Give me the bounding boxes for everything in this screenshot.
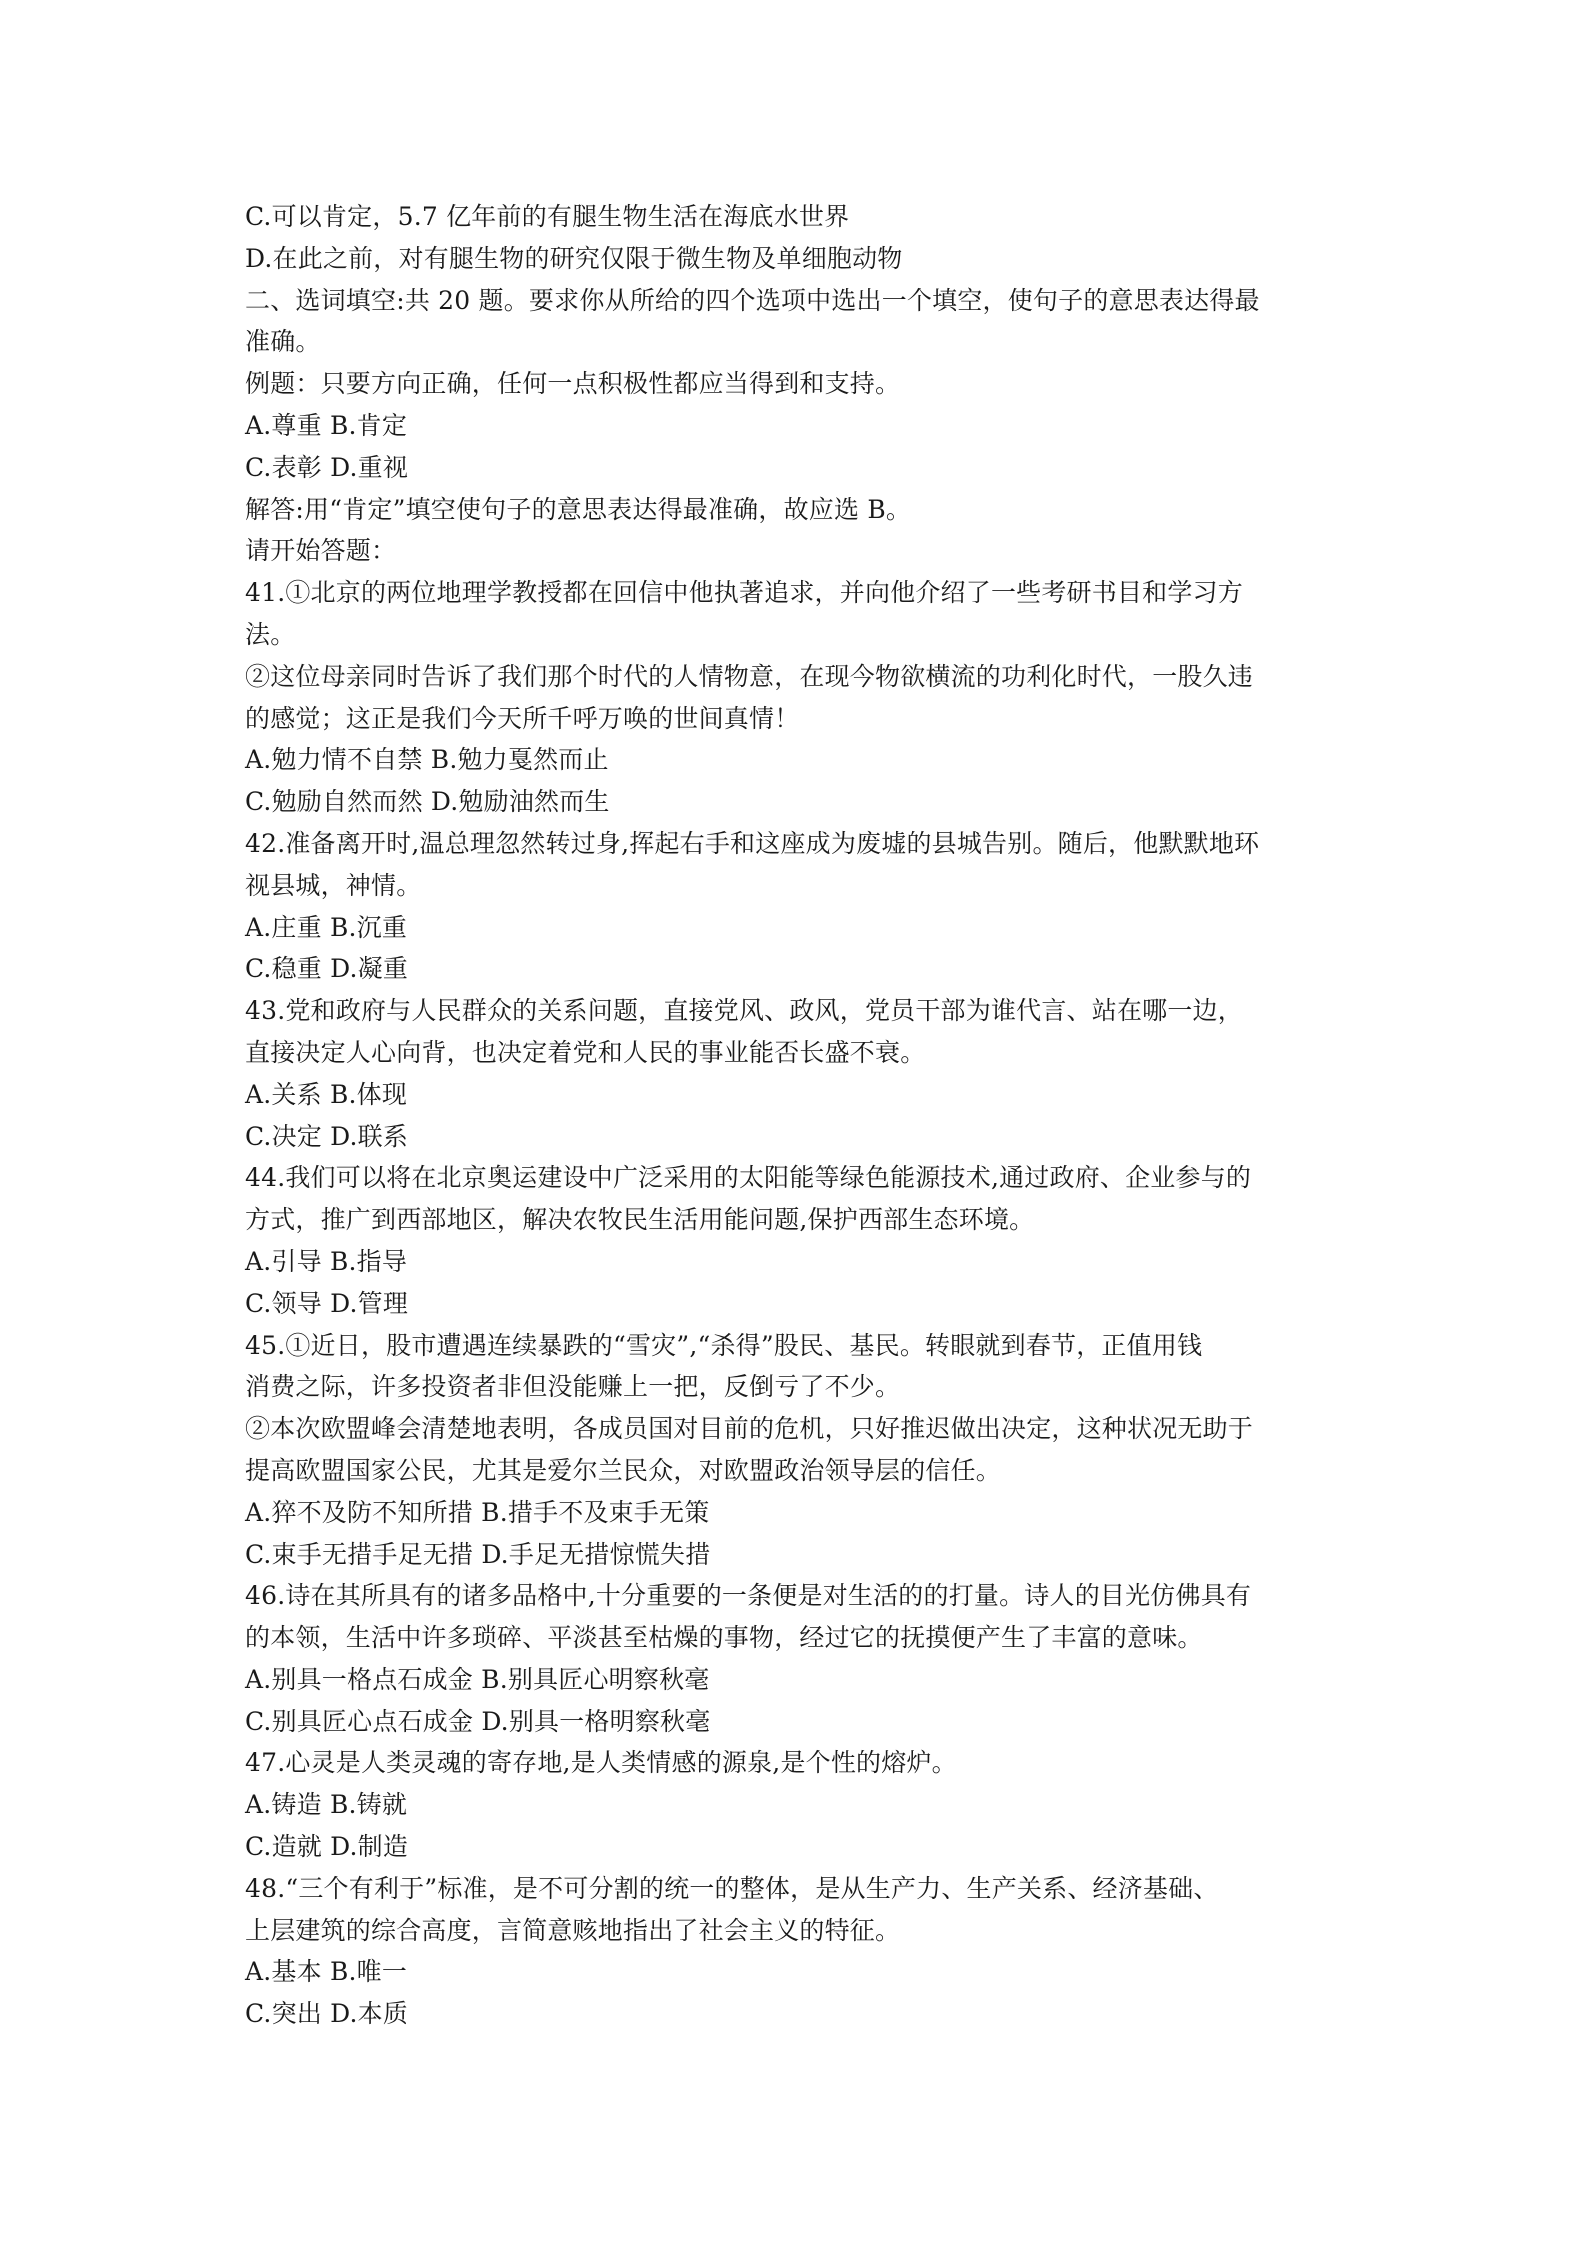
text-line: A.引导 B.指导 <box>245 1246 408 1276</box>
text-line: A.尊重 B.肯定 <box>245 410 408 440</box>
text-line: A.关系 B.体现 <box>245 1079 408 1109</box>
text-line: 42.准备离开时,温总理忽然转过身,挥起右手和这座成为废墟的县城告别。随后，他默默地环 <box>245 828 1260 858</box>
text-line: 48.“三个有利于”标准，是不可分割的统一的整体，是从生产力、生产关系、经济基础、 <box>245 1873 1219 1903</box>
text-line: 解答:用“肯定”填空使句子的意思表达得最准确，故应选 B。 <box>245 494 912 524</box>
text-line: A.勉力情不自禁 B.勉力戛然而止 <box>245 745 609 775</box>
text-line: C.表彰 D.重视 <box>245 452 409 482</box>
text-line: C.勉励自然而然 D.勉励油然而生 <box>245 787 610 817</box>
text-line: 44.我们可以将在北京奥运建设中广泛采用的太阳能等绿色能源技术,通过政府、企业参与的 <box>245 1163 1252 1193</box>
text-line: 41.①北京的两位地理学教授都在回信中他执著追求，并向他介绍了一些考研书目和学习方 <box>245 578 1243 608</box>
document-body <box>245 196 1364 2035</box>
text-line: C.突出 D.本质 <box>245 1999 409 2029</box>
text-line: 法。 <box>245 619 296 649</box>
text-line: D.在此之前，对有腿生物的研究仅限于微生物及单细胞动物 <box>245 243 903 273</box>
text-line: 47.心灵是人类灵魂的寄存地,是人类情感的源泉,是个性的熔炉。 <box>245 1748 957 1778</box>
text-line: A.别具一格点石成金 B.别具匠心明察秋毫 <box>245 1664 710 1694</box>
text-line: A.庄重 B.沉重 <box>245 912 408 942</box>
text-line: 方式，推广到西部地区，解决农牧民生活用能问题,保护西部生态环境。 <box>245 1205 1035 1235</box>
text-line: C.决定 D.联系 <box>245 1121 409 1151</box>
text-line: A.猝不及防不知所措 B.措手不及束手无策 <box>245 1497 710 1527</box>
text-line: 直接决定人心向背，也决定着党和人民的事业能否长盛不衰。 <box>245 1037 926 1067</box>
text-line: ②本次欧盟峰会清楚地表明，各成员国对目前的危机，只好推迟做出决定，这种状况无助于 <box>245 1414 1254 1444</box>
text-line: A.基本 B.唯一 <box>245 1957 408 1987</box>
text-line: C.领导 D.管理 <box>245 1288 409 1318</box>
text-line: 46.诗在其所具有的诸多品格中,十分重要的一条便是对生活的的打量。诗人的目光仿佛具有 <box>245 1581 1252 1611</box>
text-line: 准确。 <box>245 327 321 357</box>
text-line: A.铸造 B.铸就 <box>245 1790 408 1820</box>
text-line: 的本领，生活中许多琐碎、平淡甚至枯燥的事物，经过它的抚摸便产生了丰富的意味。 <box>245 1623 1203 1653</box>
text-line: C.可以肯定，5.7 亿年前的有腿生物生活在海底水世界 <box>245 202 850 231</box>
text-line: 二、选词填空:共 20 题。要求你从所给的四个选项中选出一个填空，使句子的意思表达得最 <box>245 285 1260 315</box>
text-line: 上层建筑的综合高度，言简意赅地指出了社会主义的特征。 <box>245 1915 901 1945</box>
text-line: 请开始答题： <box>245 536 397 566</box>
text-line: 的感觉；这正是我们今天所千呼万唤的世间真情！ <box>245 703 800 733</box>
text-line: 45.①近日，股市遭遇连续暴跌的“雪灾”,“杀得”股民、基民。转眼就到春节，正值用钱 <box>245 1330 1203 1360</box>
text-line: C.束手无措手足无措 D.手足无措惊慌失措 <box>245 1539 711 1569</box>
text-line: C.造就 D.制造 <box>245 1832 409 1862</box>
text-line: 43.党和政府与人民群众的关系问题，直接党风、政风，党员干部为谁代言、站在哪一边， <box>245 996 1243 1026</box>
text-line: 视县城，神情。 <box>245 870 422 900</box>
text-line: C.别具匠心点石成金 D.别具一格明察秋毫 <box>245 1706 711 1736</box>
text-line: 例题：只要方向正确，任何一点积极性都应当得到和支持。 <box>245 369 901 399</box>
text-line: 提高欧盟国家公民，尤其是爱尔兰民众，对欧盟政治领导层的信任。 <box>245 1455 1002 1485</box>
text-line: C.稳重 D.凝重 <box>245 954 409 984</box>
text-line: 消费之际，许多投资者非但没能赚上一把，反倒亏了不少。 <box>245 1372 901 1402</box>
text-line: ②这位母亲同时告诉了我们那个时代的人情物意，在现今物欲横流的功利化时代，一股久违 <box>245 661 1254 691</box>
